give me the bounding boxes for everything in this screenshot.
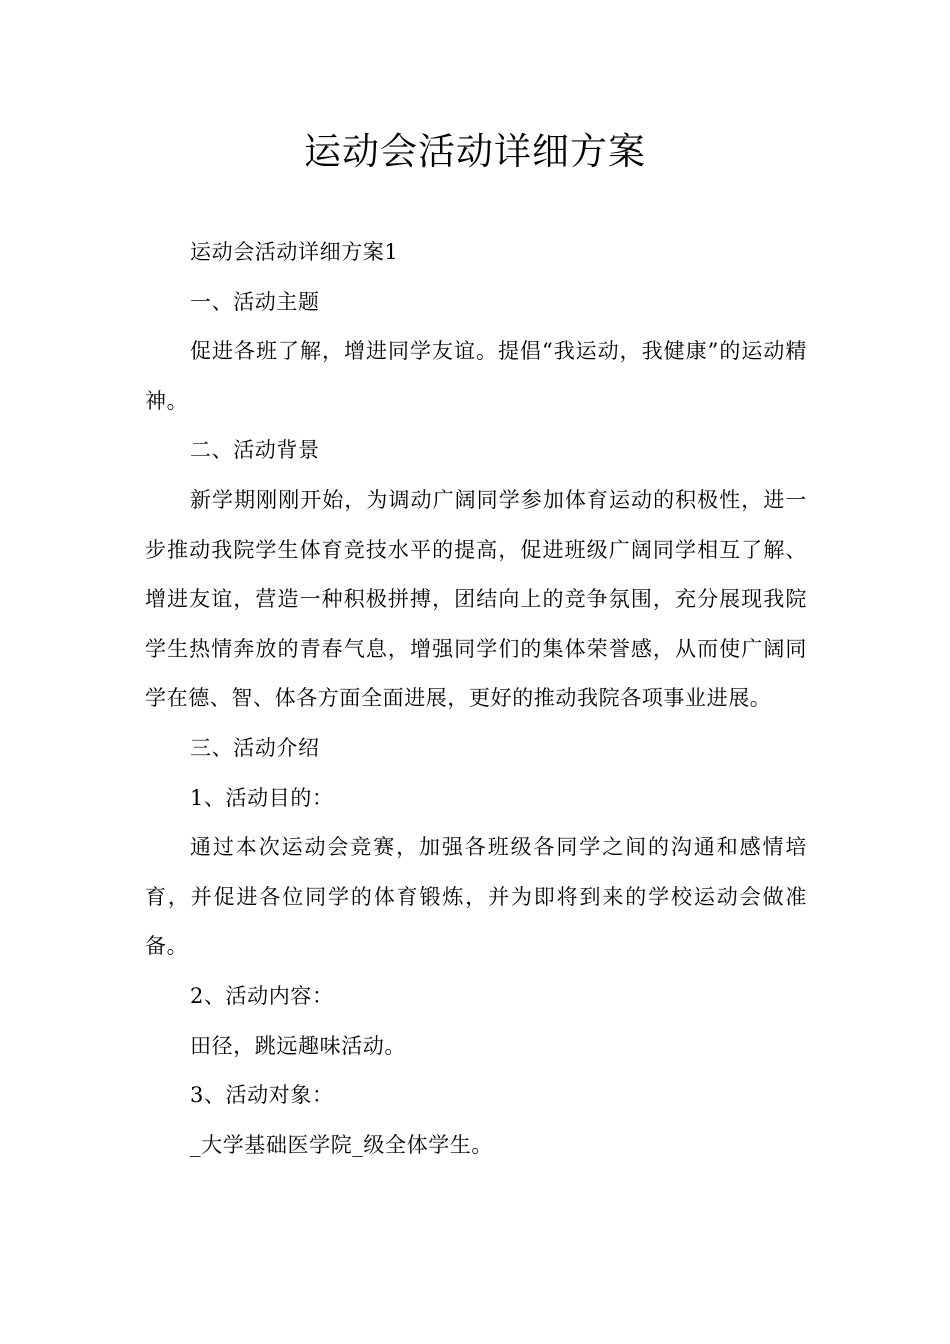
document-title: 运动会活动详细方案 <box>304 130 646 173</box>
paragraph-content: 田径，跳远趣味活动。 <box>190 1033 406 1058</box>
subheading-purpose: 1、活动目的： <box>190 785 334 810</box>
document-body <box>145 228 807 1170</box>
section-heading-theme: 一、活动主题 <box>190 289 320 314</box>
paragraph-subtitle: 运动会活动详细方案1 <box>190 240 399 264</box>
paragraph-theme: 促进各班了解，增进同学友谊。提倡“我运动，我健康”的运动精神。 <box>145 339 807 413</box>
paragraph-audience: _大学基础医学院_级全体学生。 <box>190 1132 493 1157</box>
section-heading-background: 二、活动背景 <box>190 438 320 463</box>
subheading-content: 2、活动内容： <box>190 983 334 1008</box>
subheading-audience: 3、活动对象： <box>190 1083 334 1108</box>
paragraph-purpose: 通过本次运动会竞赛，加强各班级各同学之间的沟通和感情培育，并促进各位同学的体育锻炼，并为即将到来的学校运动会做准备。 <box>145 835 807 959</box>
section-heading-introduction: 三、活动介绍 <box>190 735 320 760</box>
paragraph-background: 新学期刚刚开始，为调动广阔同学参加体育运动的积极性，进一步推动我院学生体育竞技水平的提高，促进班级广阔同学相互了解、增进友谊，营造一种积极拼搏，团结向上的竞争氛围，充分展现我院学生热情奔放的青春气息，增强同学们的集体荣誉感，从而使广阔同学在德、智、体各方面全面进展，更好的推动我院各项事业进展。 <box>145 487 807 711</box>
